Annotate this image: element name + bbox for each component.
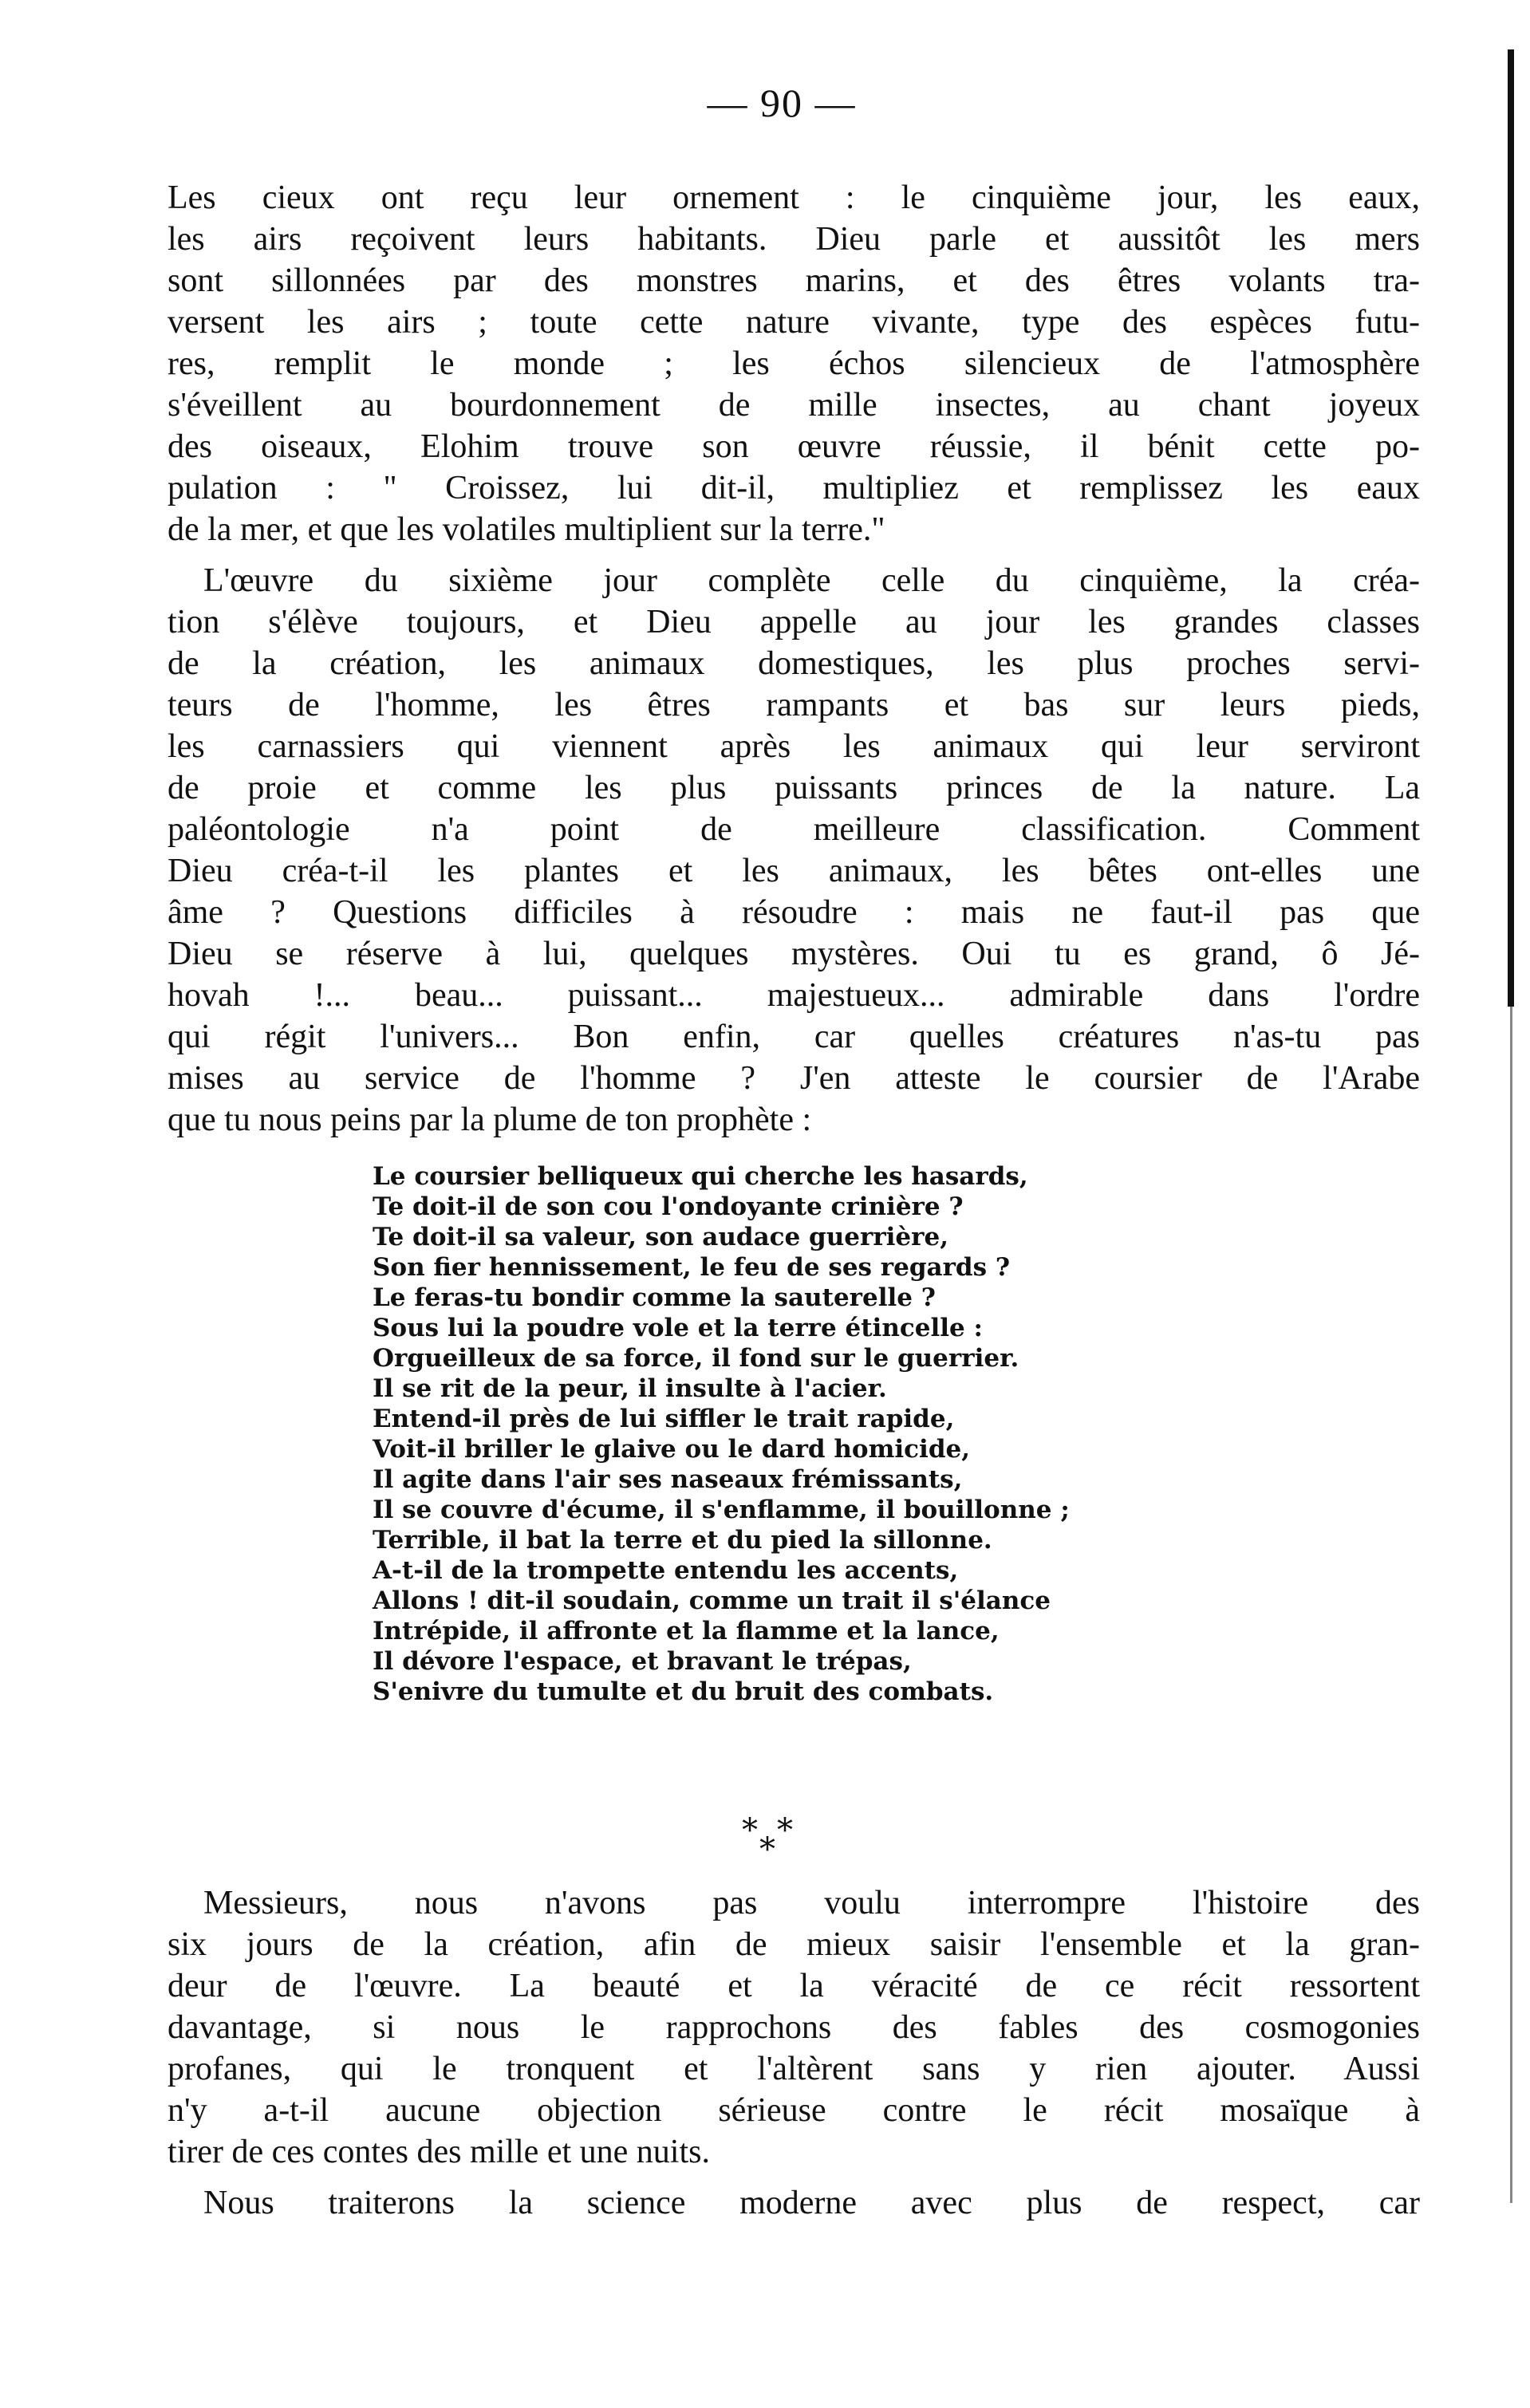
- poem-verse: Le feras-tu bondir comme la sauterelle ?: [373, 1283, 936, 1312]
- poem-verse: Orgueilleux de sa force, il fond sur le guerrier.: [373, 1344, 1019, 1373]
- paragraph-2-line: qui régit l'univers... Bon enfin, car quelles créatures n'as-tu pas: [168, 1019, 1420, 1055]
- poem-verse: Il se rit de la peur, il insulte à l'acier.: [373, 1374, 887, 1403]
- page-number: — 90 —: [707, 81, 857, 125]
- paragraph-2-line: âme ? Questions difficiles à résoudre : mais ne faut-il pas que: [168, 894, 1420, 931]
- poem-verse: Sous lui la poudre vole et la terre étincelle :: [373, 1314, 983, 1342]
- paragraph-2-line: mises au service de l'homme ? J'en atteste le coursier de l'Arabe: [168, 1060, 1420, 1097]
- paragraph-2-line: Dieu créa-t-il les plantes et les animaux, les bêtes ont-elles une: [168, 853, 1420, 889]
- paragraph-1-line: res, remplit le monde ; les échos silencieux de l'atmosphère: [168, 345, 1420, 382]
- asterism-star: *: [742, 1812, 758, 1849]
- poem-verse: Il agite dans l'air ses naseaux frémissants,: [373, 1465, 963, 1494]
- paragraph-1-line: Les cieux ont reçu leur ornement : le cinquième jour, les eaux,: [168, 179, 1420, 216]
- paragraph-1-line: pulation : " Croissez, lui dit-il, multipliez et remplissez les eaux: [168, 470, 1420, 506]
- poem-verse: Il se couvre d'écume, il s'enflamme, il bouillonne ;: [373, 1496, 1070, 1524]
- asterism-star: *: [777, 1812, 793, 1849]
- paragraph-1-line: sont sillonnées par des monstres marins, et des êtres volants tra-: [168, 262, 1420, 299]
- paragraph-2-line: les carnassiers qui viennent après les animaux qui leur serviront: [168, 728, 1420, 765]
- poem-verse: Intrépide, il affronte et la flamme et la lance,: [373, 1617, 1000, 1645]
- poem-verse: Entend-il près de lui siffler le trait rapide,: [373, 1405, 955, 1433]
- poem-verse: S'enivre du tumulte et du bruit des combats.: [373, 1677, 994, 1706]
- paragraph-3-line: deur de l'œuvre. La beauté et la véracité de ce récit ressortent: [168, 1968, 1420, 2004]
- poem-verse: Son fier hennissement, le feu de ses regards ?: [373, 1253, 1011, 1282]
- poem-verse: Te doit-il sa valeur, son audace guerrière,: [373, 1223, 949, 1251]
- paragraph-2-line: Dieu se réserve à lui, quelques mystères. Oui tu es grand, ô Jé-: [168, 936, 1420, 972]
- paragraph-2-line: hovah !... beau... puissant... majestueux... admirable dans l'ordre: [168, 977, 1420, 1014]
- asterism-star: *: [759, 1831, 775, 1868]
- paragraph-2-line: paléontologie n'a point de meilleure classification. Comment: [168, 811, 1420, 848]
- poem-verse: Le coursier belliqueux qui cherche les hasards,: [373, 1162, 1028, 1191]
- paragraph-1-line: les airs reçoivent leurs habitants. Dieu parle et aussitôt les mers: [168, 221, 1420, 258]
- poem-verse: Terrible, il bat la terre et du pied la sillonne.: [373, 1526, 992, 1555]
- paragraph-3-line: Messieurs, nous n'avons pas voulu interrompre l'histoire des: [203, 1885, 1420, 1921]
- paragraph-3-line: davantage, si nous le rapprochons des fables des cosmogonies: [168, 2009, 1420, 2046]
- paragraph-2-line: L'œuvre du sixième jour complète celle du cinquième, la créa-: [203, 562, 1420, 599]
- paragraph-1-line: versent les airs ; toute cette nature vivante, type des espèces futu-: [168, 304, 1420, 341]
- paragraph-3-line: profanes, qui le tronquent et l'altèrent sans y rien ajouter. Aussi: [168, 2051, 1420, 2087]
- paragraph-1-line: des oiseaux, Elohim trouve son œuvre réussie, il bénit cette po-: [168, 428, 1420, 465]
- margin-rule-thin: [1510, 1007, 1512, 2203]
- margin-rule: [1508, 49, 1514, 1007]
- paragraph-2-line: tion s'élève toujours, et Dieu appelle au jour les grandes classes: [168, 604, 1420, 640]
- poem-verse: Il dévore l'espace, et bravant le trépas,: [373, 1647, 912, 1676]
- paragraph-2-line: que tu nous peins par la plume de ton prophète :: [168, 1102, 812, 1138]
- paragraph-2-line: de proie et comme les plus puissants princes de la nature. La: [168, 770, 1420, 806]
- paragraph-2-line: de la création, les animaux domestiques, les plus proches servi-: [168, 645, 1420, 682]
- poem-verse: Voit-il briller le glaive ou le dard homicide,: [373, 1435, 971, 1464]
- poem-verse: Allons ! dit-il soudain, comme un trait il s'élance: [373, 1586, 1051, 1615]
- paragraph-2-line: teurs de l'homme, les êtres rampants et bas sur leurs pieds,: [168, 687, 1420, 723]
- paragraph-1-line: de la mer, et que les volatiles multiplient sur la terre.": [168, 511, 885, 548]
- poem-verse: A-t-il de la trompette entendu les accents,: [373, 1556, 959, 1585]
- paragraph-3-line: n'y a-t-il aucune objection sérieuse contre le récit mosaïque à: [168, 2092, 1420, 2129]
- paragraph-3-line: tirer de ces contes des mille et une nuits.: [168, 2134, 710, 2170]
- paragraph-3-line: six jours de la création, afin de mieux saisir l'ensemble et la gran-: [168, 1926, 1420, 1963]
- poem-verse: Te doit-il de son cou l'ondoyante crinière ?: [373, 1192, 964, 1221]
- paragraph-1-line: s'éveillent au bourdonnement de mille insectes, au chant joyeux: [168, 387, 1420, 424]
- paragraph-4-line: Nous traiterons la science moderne avec plus de respect, car: [203, 2185, 1420, 2221]
